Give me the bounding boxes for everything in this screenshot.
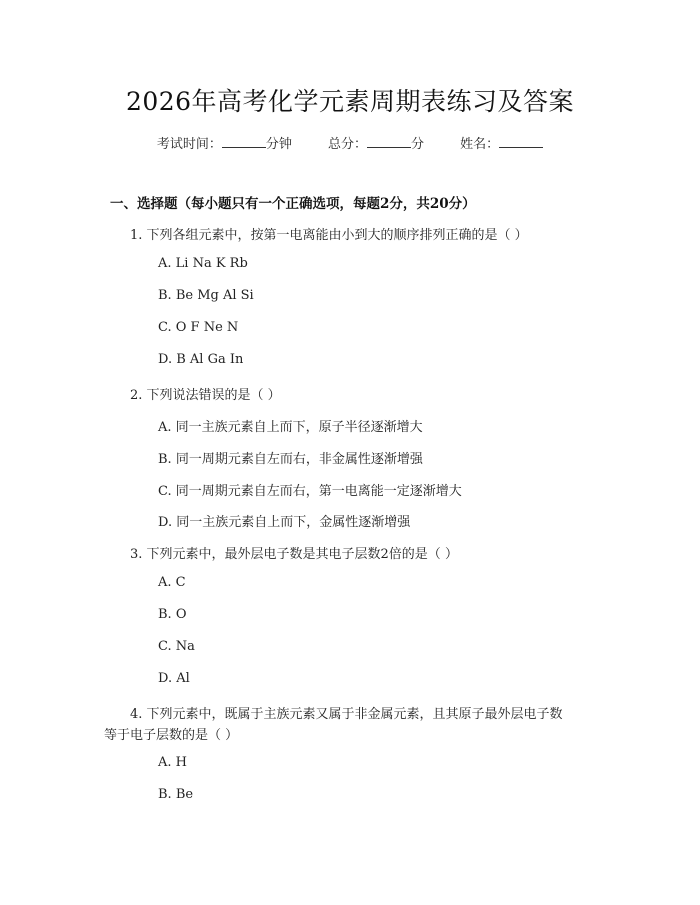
question-3-option-a: A. C — [158, 575, 186, 590]
exam-time-unit: 分钟 — [265, 137, 292, 152]
question-4-stem-line2: 等于电子层数的是（ ） — [104, 728, 239, 743]
question-2-option-a: A. 同一主族元素自上而下，原子半径逐渐增大 — [158, 420, 423, 435]
section-heading: 一、选择题（每小题只有一个正确选项，每题2分，共20分） — [110, 196, 476, 212]
question-2-option-b: B. 同一周期元素自左而右，非金属性逐渐增强 — [158, 452, 423, 467]
question-3-option-c: C. Na — [158, 639, 195, 654]
question-4-stem-line1: 4. 下列元素中，既属于主族元素又属于非金属元素，且其原子最外层电子数 — [130, 707, 563, 722]
question-1-option-d: D. B Al Ga In — [158, 352, 244, 367]
question-2-stem: 2. 下列说法错误的是（ ） — [130, 388, 281, 403]
question-3-option-d: D. Al — [158, 671, 190, 686]
total-score-blank — [367, 136, 411, 148]
question-1-stem: 1. 下列各组元素中，按第一电离能由小到大的顺序排列正确的是（ ） — [130, 228, 528, 243]
question-1-option-c: C. O F Ne N — [158, 320, 239, 335]
question-1-option-a: A. Li Na K Rb — [158, 256, 248, 271]
total-score-label: 总分： — [327, 137, 367, 152]
question-3-stem: 3. 下列元素中，最外层电子数是其电子层数2倍的是（ ） — [130, 547, 458, 562]
question-4-option-a: A. H — [158, 755, 187, 770]
question-1-option-b: B. Be Mg Al Si — [158, 288, 254, 303]
name-label: 姓名： — [460, 137, 500, 152]
exam-time-blank — [222, 136, 266, 148]
question-4-option-b: B. Be — [158, 787, 194, 802]
question-2-option-c: C. 同一周期元素自左而右，第一电离能一定逐渐增大 — [158, 484, 462, 499]
exam-time-field — [157, 137, 292, 152]
total-score-field — [328, 137, 424, 152]
name-field — [460, 137, 543, 152]
question-2-option-d: D. 同一主族元素自上而下，金属性逐渐增强 — [158, 515, 411, 530]
exam-time-label: 考试时间： — [156, 137, 222, 152]
total-score-unit: 分 — [411, 137, 425, 152]
name-blank — [499, 136, 543, 148]
page-title: 2026年高考化学元素周期表练习及答案 — [125, 87, 575, 116]
question-3-option-b: B. O — [158, 607, 187, 622]
exam-info-row — [0, 133, 700, 152]
